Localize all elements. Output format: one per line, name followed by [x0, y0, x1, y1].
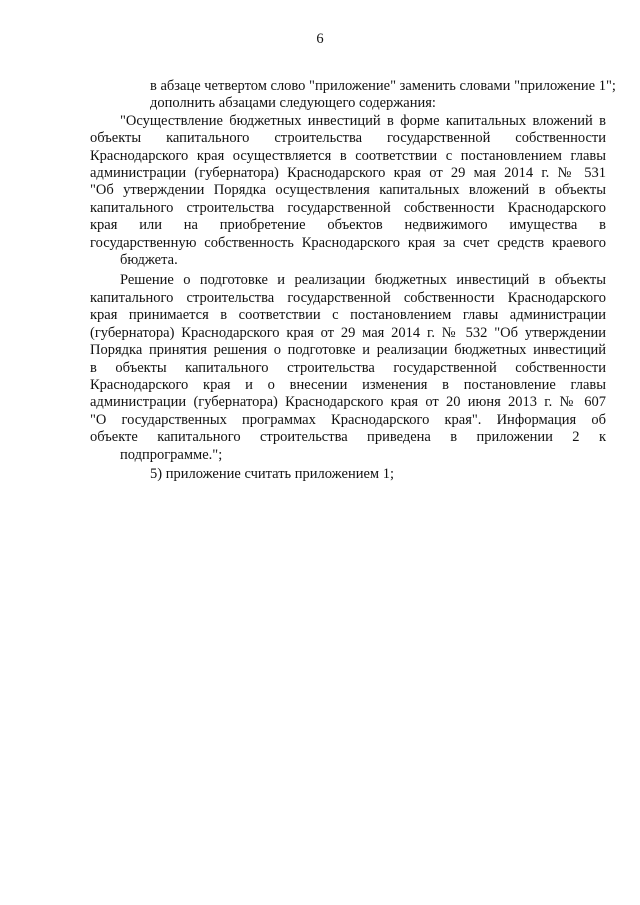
- text-line: 5) приложение считать приложением 1;: [150, 465, 394, 482]
- text-line: капитального строительства государственной собственности Краснодарского: [90, 199, 606, 216]
- text-line: Решение о подготовке и реализации бюджетных инвестиций в объекты: [120, 272, 606, 289]
- text-line: "О государственных программах Краснодарского края". Информация об: [90, 411, 606, 428]
- text-line: Порядка принятия решения о подготовке и реализации бюджетных инвестиций: [90, 342, 606, 359]
- text-line: объекты капитального строительства государственной собственности: [90, 130, 606, 147]
- paragraph-2: [90, 95, 606, 112]
- paragraph-4: [90, 272, 606, 463]
- paragraph-3: [90, 113, 606, 270]
- text-line: администрации (губернатора) Краснодарского края от 20 июня 2013 г. № 607: [90, 394, 606, 411]
- text-line: края принимается в соответствии с постановлением главы администрации: [90, 307, 606, 324]
- text-line: подпрограмме.";: [120, 446, 223, 463]
- text-line: Краснодарского края осуществляется в соответствии с постановлением главы: [90, 147, 606, 164]
- text-line: государственную собственность Краснодарского края за счет средств краевого: [90, 234, 606, 251]
- text-line: объекте капитального строительства приведена в приложении 2 к: [90, 429, 606, 446]
- document-body: [90, 78, 616, 483]
- text-line: Краснодарского края и о внесении изменения в постановление главы: [90, 376, 606, 393]
- text-line: в объекты капитального строительства государственной собственности: [90, 359, 606, 376]
- text-line: бюджета.: [120, 252, 178, 269]
- text-line: "Осуществление бюджетных инвестиций в форме капитальных вложений в: [120, 112, 606, 129]
- text-line: (губернатора) Краснодарского края от 29 мая 2014 г. № 532 "Об утверждении: [90, 324, 606, 341]
- text-line: в абзаце четвертом слово "приложение" заменить словами "приложение 1";: [150, 78, 616, 94]
- paragraph-1: [90, 78, 616, 95]
- text-line: администрации (губернатора) Краснодарского края от 29 мая 2014 г. № 531: [90, 165, 606, 182]
- text-line: края или на приобретение объектов недвижимого имущества в: [90, 217, 606, 234]
- text-line: капитального строительства государственной собственности Краснодарского: [90, 289, 606, 306]
- text-line: дополнить абзацами следующего содержания:: [150, 95, 436, 112]
- paragraph-5: [90, 466, 606, 483]
- text-line: "Об утверждении Порядка осуществления капитальных вложений в объекты: [90, 182, 606, 199]
- page-number: 6: [316, 31, 324, 47]
